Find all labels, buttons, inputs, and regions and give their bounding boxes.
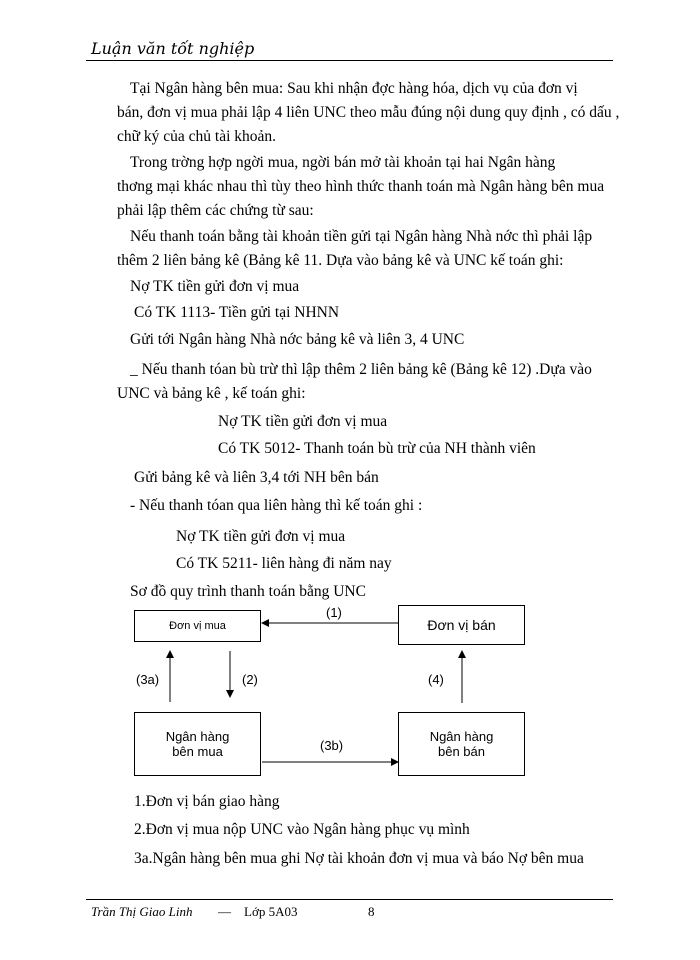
- box-buyer-label: Đơn vị mua: [169, 620, 226, 632]
- footer-separator: —: [218, 904, 231, 919]
- entry1-credit: Có TK 1113- Tiền gửi tại NHNN: [134, 304, 340, 321]
- legend-item-3a: 3a.Ngân hàng bên mua ghi Nợ tài khoản đơn vị mua và báo Nợ bên mua: [134, 850, 584, 867]
- box-seller: [398, 605, 525, 645]
- para1-line2: bán, đơn vị mua phải lập 4 liên UNC theo mẫu đúng nội dung quy định , có dấu ,: [117, 104, 620, 121]
- footer-author: Trần Thị Giao Linh: [91, 904, 193, 919]
- arrow-label-3a: (3a): [136, 672, 160, 687]
- page-number: 8: [368, 904, 375, 919]
- box-buyer-bank-line2: bên mua: [172, 744, 223, 759]
- arrow-label-3b: (3b): [320, 738, 344, 753]
- arrow-label-1: (1): [326, 605, 342, 620]
- para1-line1: Tại Ngân hàng bên mua: Sau khi nhận đợc hàng hóa, dịch vụ của đơn vị: [130, 80, 578, 97]
- box-seller-bank-line1: Ngân hàng: [429, 729, 494, 744]
- para5: - Nếu thanh tóan qua liên hàng thì kế toán ghi :: [130, 497, 423, 514]
- para2-line3: phải lập thêm các chứng từ sau:: [117, 202, 314, 219]
- para2-line1: Trong trờng hợp ngời mua, ngời bán mở tài khoản tại hai Ngân hàng: [130, 154, 556, 171]
- box-seller-label: Đơn vị bán: [427, 617, 496, 633]
- entry3-credit: Có TK 5211- liên hàng đi năm nay: [176, 555, 392, 572]
- box-buyer-bank-line1: Ngân hàng: [165, 729, 230, 744]
- box-seller-bank: [398, 712, 525, 776]
- diagram-caption: Sơ đồ quy trình thanh toán bằng UNC: [130, 583, 366, 600]
- arrow-label-2: (2): [242, 672, 258, 687]
- box-seller-bank-line2: bên bán: [438, 744, 485, 759]
- para3-line1: Nếu thanh toán bằng tài khoản tiền gửi tại Ngân hàng Nhà nớc thì phải lập: [130, 228, 593, 245]
- para1-line3: chữ ký của chủ tài khoản.: [117, 128, 277, 145]
- para4-line2: UNC và bảng kê , kế toán ghi:: [117, 385, 306, 402]
- box-buyer: [134, 610, 261, 642]
- box-buyer-bank: [134, 712, 261, 776]
- footer-rule: [86, 899, 613, 900]
- entry2-credit: Có TK 5012- Thanh toán bù trừ của NH thành viên: [218, 440, 536, 457]
- header-title: Luận văn tốt nghiệp: [91, 39, 255, 58]
- arrow-label-4: (4): [428, 672, 444, 687]
- para3-line2: thêm 2 liên bảng kê (Bảng kê 11. Dựa vào bảng kê và UNC kế toán ghi:: [117, 252, 564, 269]
- entry2-debit: Nợ TK tiền gửi đơn vị mua: [218, 413, 388, 430]
- para2-line2: thơng mại khác nhau thì tùy theo hình thức thanh toán mà Ngân hàng bên mua: [117, 178, 605, 195]
- para4-line1: _ Nếu thanh tóan bù trừ thì lập thêm 2 liên bảng kê (Bảng kê 12) .Dựa vào: [130, 361, 592, 378]
- entry3-debit: Nợ TK tiền gửi đơn vị mua: [176, 528, 346, 545]
- footer-class: Lớp 5A03: [244, 904, 298, 919]
- legend-item-2: 2.Đơn vị mua nộp UNC vào Ngân hàng phục vụ mình: [134, 821, 470, 838]
- entry2-send: Gửi bảng kê và liên 3,4 tới NH bên bán: [134, 469, 379, 486]
- entry1-debit: Nợ TK tiền gửi đơn vị mua: [130, 278, 300, 295]
- entry1-send: Gửi tới Ngân hàng Nhà nớc bảng kê và liên 3, 4 UNC: [130, 331, 465, 348]
- legend-item-1: 1.Đơn vị bán giao hàng: [134, 793, 280, 810]
